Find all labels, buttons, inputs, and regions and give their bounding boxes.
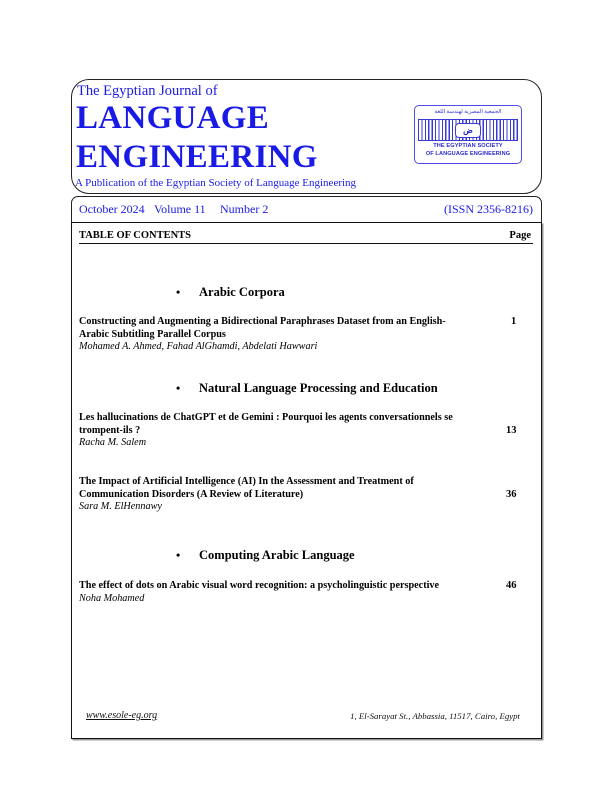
journal-subtitle: A Publication of the Egyptian Society of Language Engineering	[75, 177, 357, 189]
society-address: 1, El-Sarayat St., Abbassia, 11517, Cairo, Egypt	[350, 711, 520, 721]
article-page-number: 36	[506, 489, 517, 500]
article-title[interactable]	[79, 316, 484, 341]
article-title-line1: The Impact of Artificial Intelligence (AI) In the Assessment and Treatment of	[79, 476, 414, 487]
article-authors: Mohamed A. Ahmed, Fahad AlGhamdi, Abdelati Hawwari	[79, 341, 318, 352]
section-title: Arabic Corpora	[199, 285, 285, 299]
article-title-line1: The effect of dots on Arabic visual word recognition: a psycholinguistic perspective	[79, 580, 440, 591]
section-heading-arabic-corpora	[176, 285, 285, 300]
toc-entry[interactable]	[79, 476, 519, 514]
article-page-number: 13	[506, 425, 517, 436]
bullet-icon: •	[176, 285, 181, 299]
article-authors: Racha M. Salem	[79, 437, 147, 448]
table-of-contents	[71, 222, 542, 739]
article-page-number: 46	[506, 580, 517, 591]
toc-page-column-label: Page	[509, 230, 531, 241]
bullet-icon: •	[176, 548, 181, 562]
article-title-line2: trompent-ils ?	[79, 424, 141, 436]
journal-header	[71, 79, 542, 194]
article-title-line1: Constructing and Augmenting a Bidirectional Paraphrases Dataset from an English-	[79, 316, 446, 327]
issue-volume: Volume 11	[154, 202, 206, 216]
article-authors: Noha Mohamed	[79, 592, 145, 604]
section-title: Computing Arabic Language	[199, 548, 355, 562]
logo-arabic-text: الجمعية المصرية لهندسة اللغة	[434, 109, 502, 115]
logo-english-line1: THE EGYPTIAN SOCIETY	[433, 143, 503, 149]
article-title-line2: Arabic Subtitling Parallel Corpus	[79, 328, 226, 340]
section-heading-computing-arabic	[176, 548, 355, 563]
toc-heading: TABLE OF CONTENTS	[79, 230, 192, 241]
section-title: Natural Language Processing and Education	[199, 381, 438, 395]
article-page-number: 1	[511, 316, 517, 327]
article-title[interactable]	[79, 412, 509, 437]
article-title[interactable]	[79, 476, 484, 501]
journal-prefix: The Egyptian Journal of	[77, 83, 218, 99]
article-title-line1: Les hallucinations de ChatGPT et de Gemini : Pourquoi les agents conversationnels se	[79, 412, 453, 423]
toc-divider	[79, 243, 533, 244]
journal-title-line1: LANGUAGE	[76, 100, 270, 136]
logo-emblem-icon: ض	[455, 123, 481, 138]
bullet-icon: •	[176, 381, 181, 395]
issue-issn: (ISSN 2356-8216)	[444, 202, 533, 216]
issue-date: October 2024	[79, 202, 145, 216]
society-logo	[414, 105, 522, 164]
section-heading-nlp-education	[176, 381, 438, 396]
article-title[interactable]	[79, 580, 509, 593]
toc-entry[interactable]	[79, 412, 519, 450]
issue-info-bar	[71, 196, 542, 224]
journal-title-line2: ENGINEERING	[76, 139, 318, 175]
toc-entry[interactable]	[79, 580, 519, 605]
website-link[interactable]: www.esole-eg.org	[86, 710, 158, 721]
logo-english-line2: OF LANGUAGE ENGINEERING	[425, 151, 511, 157]
toc-entry[interactable]	[79, 316, 519, 354]
article-title-line2: Communication Disorders (A Review of Literature)	[79, 488, 304, 500]
issue-number: Number 2	[220, 202, 269, 216]
article-authors: Sara M. ElHennawy	[79, 501, 162, 512]
